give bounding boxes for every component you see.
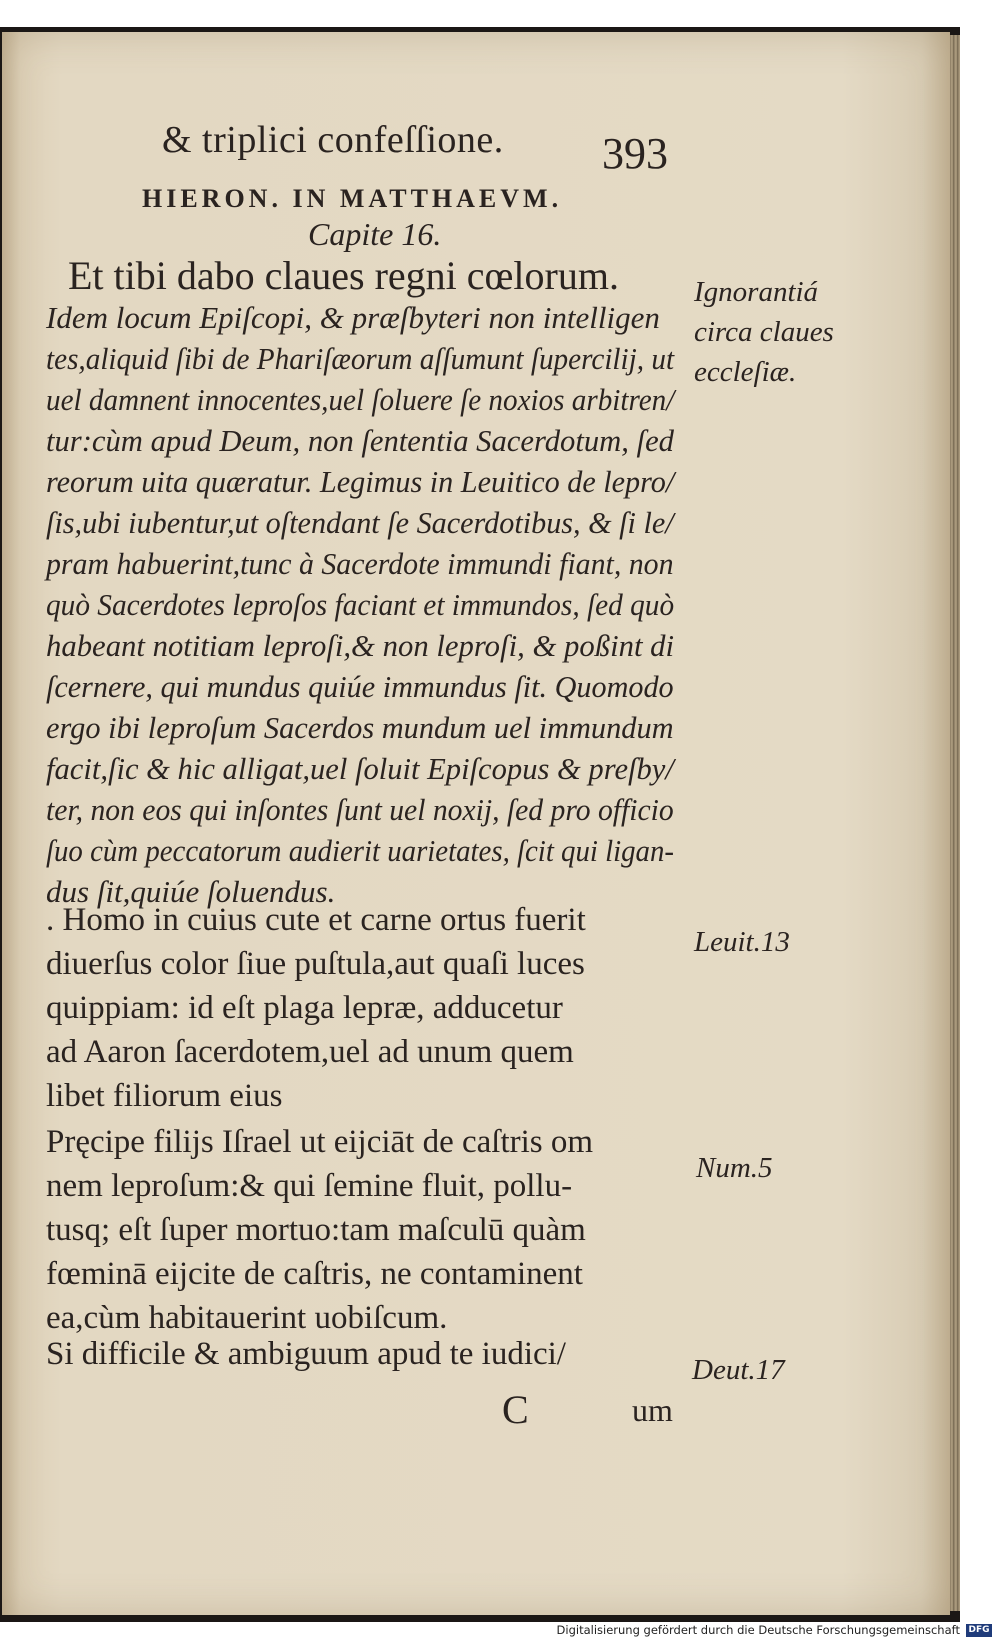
quote-line: quippiam: id eſt plaga lepræ, adducetur <box>46 990 563 1026</box>
scripture-quote-numbers <box>46 1124 706 1344</box>
commentary-line: ſis,ubi iubentur,ut oſtendant ſe Sacerdotibus, & ſi le/ <box>46 505 674 540</box>
commentary-block <box>46 300 706 915</box>
commentary-line: ergo ibi leproſum Sacerdos mundum uel immundum <box>46 710 674 745</box>
signature-mark: C <box>502 1387 529 1432</box>
quote-line: . Homo in cuius cute et carne ortus fuerit <box>46 902 586 938</box>
marginal-note-ignorance <box>694 272 834 392</box>
page-number: 393 <box>602 129 668 178</box>
marginal-ref-deuteronomy: Deut.17 <box>692 1354 785 1386</box>
book-scan <box>0 27 960 1622</box>
commentary-line: reorum uita quæratur. Legimus in Leuitico de lepro/ <box>46 464 675 499</box>
quote-line: tusq; eſt ſuper mortuo:tam maſculū quàm <box>46 1212 586 1248</box>
commentary-line: dus ſit,quiúe ſoluendus. <box>46 874 336 909</box>
quote-line: diuerſus color ſiue puſtula,aut quaſi luces <box>46 946 585 982</box>
commentary-line: quò Sacerdotes leproſos faciant et immundos, ſed quò <box>46 587 675 622</box>
dfg-logo: DFG <box>966 1624 992 1637</box>
commentary-line: tur:cùm apud Deum, non ſententia Sacerdotum, ſed <box>46 423 674 458</box>
scripture-quote-deuteronomy <box>46 1336 706 1380</box>
marginal-ref-numbers: Num.5 <box>696 1152 773 1184</box>
source-heading: HIERON. IN MATTHAEVM. <box>142 184 563 213</box>
quote-line: nem leproſum:& qui ſemine fluit, pollu- <box>46 1168 573 1204</box>
chapter-heading: Capite 16. <box>308 216 442 252</box>
commentary-line: uel damnent innocentes,uel ſoluere ſe noxios arbitren/ <box>46 382 675 417</box>
quote-line: ea,cùm habitauerint uobiſcum. <box>46 1300 448 1336</box>
scripture-quote-leviticus <box>46 902 706 1122</box>
catchword: um <box>632 1392 673 1428</box>
book-page <box>2 32 950 1615</box>
commentary-line: facit,ſic & hic alligat,uel ſoluit Epiſcopus & preſby/ <box>46 751 674 786</box>
page-edge <box>950 35 960 1611</box>
commentary-line: ſcernere, qui mundus quiúe immundus ſit. Quomodo <box>46 669 674 704</box>
quote-line: Si difficile & ambiguum apud te iudici/ <box>46 1336 566 1372</box>
funding-credit: Digitalisierung gefördert durch die Deutsche Forschungsgemeinschaft <box>556 1623 960 1637</box>
commentary-line: habeant notitiam leproſi,& non leproſi, & poßint di <box>46 628 675 663</box>
quote-line: Pręcipe filijs Iſrael ut eijciāt de caſtris om <box>46 1124 594 1160</box>
quote-line: fœminā eijcite de caſtris, ne contaminent <box>46 1256 583 1292</box>
lemma-heading: Et tibi dabo claues regni cœlorum. <box>68 253 619 298</box>
quote-line: ad Aaron ſacerdotem,uel ad unum quem <box>46 1034 574 1070</box>
commentary-line: ſuo cùm peccatorum audierit uarietates, ſcit qui ligan- <box>46 833 675 868</box>
marginal-note-line: eccleſiæ. <box>694 356 797 388</box>
commentary-line: pram habuerint,tunc à Sacerdote immundi fiant, non <box>46 546 674 581</box>
marginal-ref-leviticus: Leuit.13 <box>694 926 790 958</box>
running-head: & triplici confeſſione. <box>162 119 504 161</box>
marginal-note-line: Ignorantiá <box>694 276 819 308</box>
marginal-note-line: circa claues <box>694 316 834 348</box>
commentary-line: ter, non eos qui inſontes ſunt uel noxij, ſed pro officio <box>46 792 674 827</box>
commentary-line: Idem locum Epiſcopi, & præſbyteri non intelligen <box>46 300 660 335</box>
quote-line: libet filiorum eius <box>46 1078 283 1114</box>
commentary-line: tes,aliquid ſibi de Phariſæorum aſſumunt ſupercilij, ut <box>46 341 675 376</box>
